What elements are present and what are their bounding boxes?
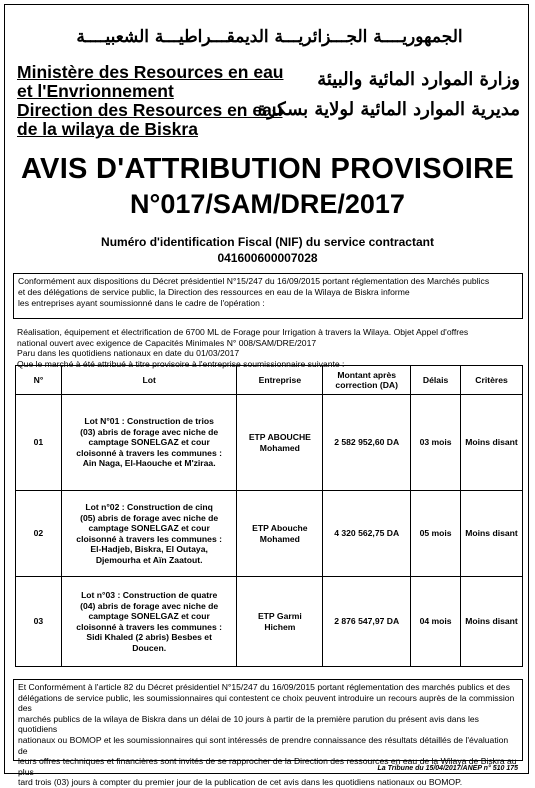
cell-num: 02 xyxy=(16,491,62,577)
entreprise-line: Mohamed xyxy=(259,533,300,544)
cell-montant: 2 582 952,60 DA xyxy=(323,395,411,491)
lot-line: Djemourha et Aïn Zaatout. xyxy=(95,554,203,565)
header-num: N° xyxy=(16,366,62,395)
nif-label: Numéro d'identification Fiscal (NIF) du service contractant xyxy=(101,235,434,249)
decree-line: les entreprises ayant soumissionné dans le cadre de l'opération : xyxy=(18,298,265,308)
notice-number: N°017/SAM/DRE/2017 xyxy=(130,189,405,219)
cell-lot xyxy=(61,395,237,491)
lot-line: (04) abris de forage avec niche de xyxy=(80,600,219,611)
appeal-line: marchés publics de la wilaya de Biskra dans un délai de 10 jours à partir de la première parution du présent avis dans les quotidiens xyxy=(18,713,479,735)
header-montant-line: Montant après xyxy=(337,370,397,380)
header-montant-line: correction (DA) xyxy=(335,380,398,390)
cell-montant: 2 876 547,97 DA xyxy=(323,577,411,667)
lot-line: Lot n°03 : Construction de quatre xyxy=(81,590,218,600)
arabic-republic-banner: الجمهوريــــة الجـــزائريـــة الديمقـــراطيـــة الشعبيــــة xyxy=(76,27,463,47)
lot-line: (05) abris de forage avec niche de xyxy=(80,512,219,523)
intro-line: Réalisation, équipement et électrification de 6700 ML de Forage pour Irrigation à travers la Wilaya. Objet Appel d'offres xyxy=(17,327,469,337)
entreprise-line: ETP Abouche xyxy=(252,523,308,533)
cell-delais: 04 mois xyxy=(411,577,461,667)
lot-line: (03) abris de forage avec niche de xyxy=(80,426,219,437)
cell-lot xyxy=(61,577,237,667)
appeal-line: tard trois (03) jours à compter du premier jour de la publication de cet avis dans les quotidiens nationaux ou BOMOP. xyxy=(18,777,463,788)
entreprise-line: Mohamed xyxy=(259,442,300,453)
cell-entreprise xyxy=(237,395,323,491)
table-header-row xyxy=(16,366,523,395)
publication-footer: La Tribune du 15/04/2017/ANEP n° 510 175 xyxy=(377,765,518,772)
notice-title: AVIS D'ATTRIBUTION PROVISOIRE xyxy=(20,153,515,185)
header-delais: Délais xyxy=(411,366,461,395)
table-row xyxy=(16,395,523,491)
decree-line: Conformément aux dispositions du Décret présidentiel N°15/247 du 16/09/2015 portant réglementation des Marchés publics xyxy=(18,276,490,286)
cell-delais: 05 mois xyxy=(411,491,461,577)
lot-line: cloisonné à travers les communes : xyxy=(76,447,222,458)
lot-line: camptage SONELGAZ et cour xyxy=(88,437,210,448)
lot-line: Doucen. xyxy=(132,642,167,653)
ministry-ar-line-1: وزارة الموارد المائية والبيئة xyxy=(317,69,520,90)
decree-box xyxy=(13,273,523,319)
cell-entreprise xyxy=(237,491,323,577)
cell-num: 01 xyxy=(16,395,62,491)
ministry-ar-line-2: مديرية الموارد المائية لولاية بسكرة xyxy=(257,99,520,120)
cell-num: 03 xyxy=(16,577,62,667)
lot-line: Lot N°01 : Construction de trios xyxy=(84,416,214,427)
nif-number: 041600600007028 xyxy=(217,251,318,265)
header-criteres: Critères xyxy=(461,366,523,395)
cell-montant: 4 320 562,75 DA xyxy=(323,491,411,577)
lot-line: camptage SONELGAZ et cour xyxy=(88,523,210,533)
table-row xyxy=(16,577,523,667)
header-entreprise: Entreprise xyxy=(237,366,323,395)
lot-line: cloisonné à travers les communes : xyxy=(76,621,222,632)
lot-line: Sidi Khaled (2 abris) Besbes et xyxy=(86,632,212,642)
intro-line: national ouvert avec exigence de Capacités Minimales N° 008/SAM/DRE/2017 xyxy=(17,337,317,348)
ministry-line-3: Direction des Resources en eau xyxy=(17,100,283,120)
ministry-header-ar xyxy=(257,65,520,125)
ministry-line-4: de la wilaya de Biskra xyxy=(17,119,198,139)
lot-line: Ain Naga, El-Haouche et M'ziraa. xyxy=(82,458,216,469)
appeal-line: leurs offres techniques et financières sont invités de se rapprocher de la Direction des ressources en eau de la Wilaya de Biskra au plus xyxy=(18,756,517,777)
lot-line: camptage SONELGAZ et cour xyxy=(88,611,210,621)
notice-page xyxy=(4,4,529,788)
entreprise-line: Hichem xyxy=(264,621,296,632)
lot-line: Lot n°02 : Construction de cinq xyxy=(85,502,213,512)
table-row xyxy=(16,491,523,577)
cell-criteres: Moins disant xyxy=(461,395,523,491)
cell-delais: 03 mois xyxy=(411,395,461,491)
lot-line: El-Hadjeb, Biskra, El Outaya, xyxy=(90,544,208,554)
decree-line: et des délégations de service public, la Direction des ressources en eau de la Wilaya de Biskra informe xyxy=(18,287,410,297)
ministry-line-1: Ministère des Resources en eau xyxy=(17,62,284,82)
operation-intro xyxy=(17,327,522,369)
entreprise-line: ETP Garmi xyxy=(257,611,302,621)
cell-lot xyxy=(61,491,237,577)
appeal-line: Et Conformément à l'article 82 du Décret présidentiel N°15/247 du 16/09/2015 portant réglementation des marchés publics et des xyxy=(18,682,510,692)
attribution-table xyxy=(15,365,523,667)
cell-entreprise xyxy=(237,577,323,667)
intro-line: Que le marché à été attribué à titre provisoire à l'entreprise soumissionnaire suivante : xyxy=(17,358,345,369)
lot-line: cloisonné à travers les communes : xyxy=(76,533,222,544)
cell-criteres: Moins disant xyxy=(461,577,523,667)
entreprise-line: ETP ABOUCHE xyxy=(248,432,311,442)
header-lot: Lot xyxy=(61,366,237,395)
header-montant xyxy=(323,366,411,395)
appeal-line: délégations de service public, les soumissionnaires qui contestent ce choix peuvent introduire un recours auprès de la commission des xyxy=(18,692,515,714)
ministry-line-2: et l'Envrionnement xyxy=(17,81,174,101)
intro-line: Paru dans les quotidiens nationaux en date du 01/03/2017 xyxy=(17,348,240,358)
appeal-line: nationaux ou BOMOP et les soumissionnaires qui sont intéressés de prendre connaissance des résultats détaillés de l'évaluation de xyxy=(18,734,509,756)
cell-criteres: Moins disant xyxy=(461,491,523,577)
